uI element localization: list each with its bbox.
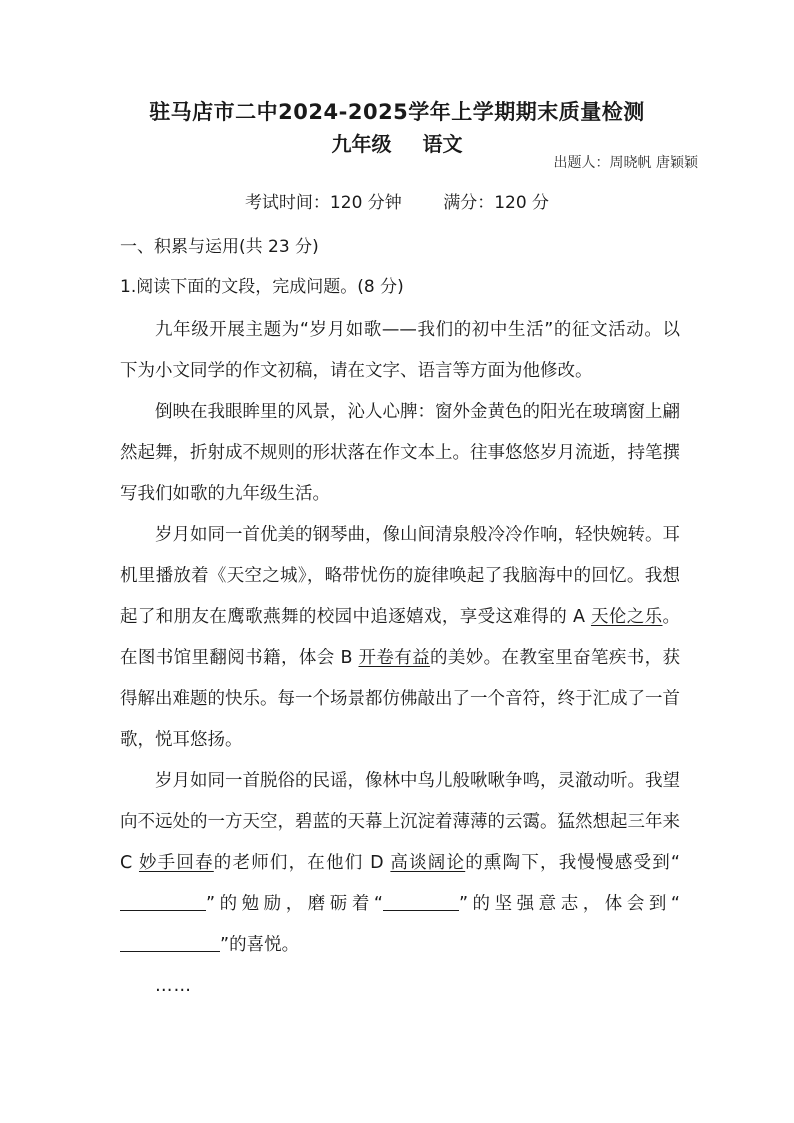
passage-paragraph-4	[120, 761, 680, 966]
authors: 出题人：周晓帆 唐颖颖	[553, 155, 698, 171]
passage-paragraph-3	[120, 515, 680, 761]
paragraph-text: 的老师们，在他们 D	[213, 853, 391, 873]
paragraph-text: 岁月如同一首优美的钢琴曲，像山间清泉般冷冷作响，轻快婉转。耳机里播放着《天空之城》，略带忧伤的旋律唤起了我脑海中的回忆。我想起了和朋友在鹰歌燕舞的校园中追逐嬉戏，享受这难得的 A	[120, 525, 680, 627]
underlined-idiom-d: 高谈阔论	[390, 853, 466, 873]
paragraph-text: ”的勉励，磨砺着“	[206, 894, 383, 914]
paragraph-text: 。在图书馆里翻阅书籍，体会 B	[120, 607, 680, 668]
paragraph-text: 的美妙。在教室里奋笔疾书，获得解出难题的快乐。每一个场景都仿佛敲出了一个音符，终于汇成了一首歌，悦耳悠扬。	[120, 648, 681, 750]
paragraph-text: 的熏陶下，我慢慢感受到“	[465, 853, 680, 873]
exam-info	[0, 188, 794, 213]
grade-label: 九年级	[331, 132, 392, 156]
paragraph-text: ”的坚强意志，体会到“	[458, 894, 680, 914]
underlined-idiom-c: 妙手回春	[138, 853, 214, 873]
passage-paragraph-2: 倒映在我眼眸里的风景，沁人心脾：窗外金黄色的阳光在玻璃窗上翩然起舞，折射成不规则的形状落在作文本上。往事悠悠岁月流逝，持笔撰写我们如歌的九年级生活。	[120, 402, 680, 504]
underlined-idiom-b: 开卷有益	[358, 648, 431, 668]
paragraph-text: 岁月如同一首脱俗的民谣，像林中鸟儿般啾啾争鸣，灵澈动听。我望向不远处的一方天空，碧蓝的天幕上沉淀着薄薄的云霭。猛然想起三年来 C	[120, 771, 680, 873]
passage-paragraph-1: 九年级开展主题为“岁月如歌——我们的初中生活”的征文活动。以下为小文同学的作文初稿，请在文字、语言等方面为他修改。	[120, 320, 680, 381]
question-prompt: 1.阅读下面的文段，完成问题。(8 分)	[120, 277, 404, 297]
passage-ellipsis: ……	[155, 976, 192, 996]
fill-blank-2[interactable]	[383, 893, 459, 912]
fill-blank-3[interactable]	[120, 934, 220, 953]
exam-score: 满分：120 分	[443, 193, 550, 213]
paragraph-text: ”的喜悦。	[220, 935, 300, 955]
underlined-idiom-a: 天伦之乐	[590, 607, 663, 627]
exam-title: 驻马店市二中2024-2025学年上学期期末质量检测	[149, 100, 645, 124]
exam-time: 考试时间：120 分钟	[244, 193, 402, 213]
subject-label: 语文	[422, 132, 463, 156]
passage	[120, 310, 680, 1007]
fill-blank-1[interactable]	[120, 893, 206, 912]
section-title: 一、积累与运用(共 23 分)	[120, 237, 319, 257]
